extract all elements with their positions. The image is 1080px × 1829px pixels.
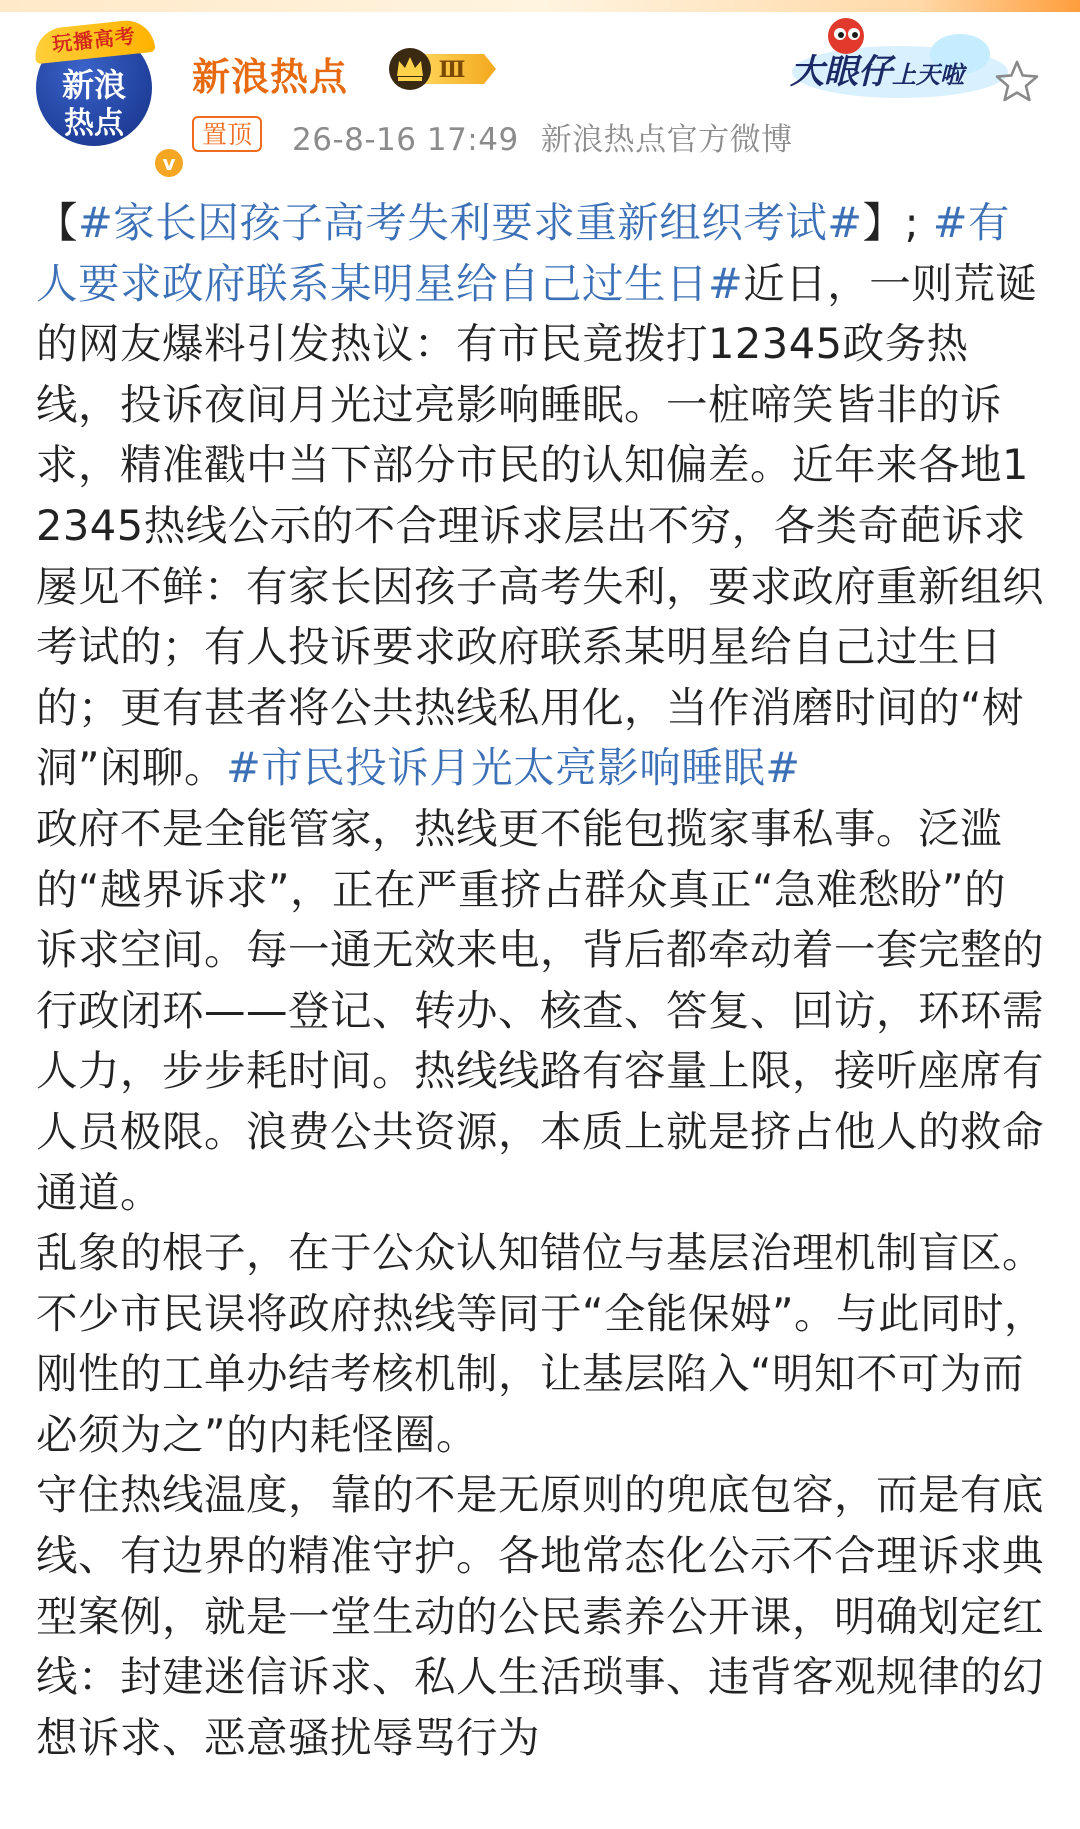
- verified-icon: v: [152, 146, 186, 180]
- topic-link-moonlight[interactable]: #市民投诉月光太亮影响睡眠#: [226, 743, 801, 793]
- topic-separator: 】;: [862, 198, 933, 247]
- topic-link-birthday[interactable]: #有人要求政府联系某明星给自己过生日#: [36, 198, 1011, 308]
- pinned-badge: 置顶: [192, 116, 262, 152]
- post-body: [36, 193, 1046, 1768]
- post-meta: [292, 114, 793, 159]
- post-paragraph-2: 政府不是全能管家，热线更不能包揽家事私事。泛滥的“越界诉求”，正在严重挤占群众真正“急难愁盼”的诉求空间。每一通无效来电，背后都牵动着一套完整的行政闭环——登记、转办、核查、答复、回访，环环需人力，步步耗时间。热线线路有容量上限，接听座席有人员极限。浪费公共资源，本质上就是挤占他人的救命通道。: [36, 803, 1045, 1217]
- post-paragraph-1: [36, 193, 1046, 799]
- avatar[interactable]: [36, 23, 176, 175]
- bracket-open: 【: [36, 198, 79, 247]
- topic-link-gaokao[interactable]: #家长因孩子高考失利要求重新组织考试#: [78, 198, 863, 247]
- post-source[interactable]: 新浪热点官方微博: [540, 122, 793, 158]
- level-label: Ⅲ: [438, 57, 466, 83]
- promo-sticker[interactable]: [780, 14, 1010, 104]
- sticker-main: 大眼仔: [790, 52, 892, 92]
- post-header: [0, 0, 1080, 175]
- sticker-text: [790, 44, 964, 93]
- crown-level-icon: [386, 46, 498, 92]
- post-timestamp: 26-8-16 17:49: [292, 122, 519, 158]
- avatar-ribbon: 玩播高考: [33, 18, 156, 64]
- avatar-text-line2: 热点: [64, 106, 124, 141]
- sticker-sub: 上天啦: [892, 61, 964, 89]
- star-icon[interactable]: [993, 58, 1041, 106]
- post-paragraph-3: 乱象的根子，在于公众认知错位与基层治理机制盲区。不少市民误将政府热线等同于“全能保姆”。与此同时，刚性的工单办结考核机制，让基层陷入“明知不可为而必须为之”的内耗怪圈。: [36, 1228, 1047, 1459]
- account-name[interactable]: 新浪热点: [192, 55, 349, 99]
- avatar-text-line1: 新浪: [61, 66, 126, 104]
- paragraph-1-text: 近日，一则荒诞的网友爆料引发热议：有市民竟拨打12345政务热线，投诉夜间月光过亮影响睡眠。一桩啼笑皆非的诉求，精准戳中当下部分市民的认知偏差。近年来各地12345热线公示的不合理诉求层出不穷，各类奇葩诉求屡见不鲜：有家长因孩子高考失利，要求政府重新组织考试的；有人投诉要求政府联系某明星给自己过生日的；更有甚者将公共热线私用化，当作消磨时间的“树洞”闲聊。: [36, 258, 1045, 793]
- post-paragraph-4: 守住热线温度，靠的不是无原则的兜底包容，而是有底线、有边界的精准守护。各地常态化公示不合理诉求典型案例，就是一堂生动的公民素养公开课，明确划定红线：封建迷信诉求、私人生活琐事、违背客观规律的幻想诉求、恶意骚扰辱骂行为: [36, 1470, 1045, 1762]
